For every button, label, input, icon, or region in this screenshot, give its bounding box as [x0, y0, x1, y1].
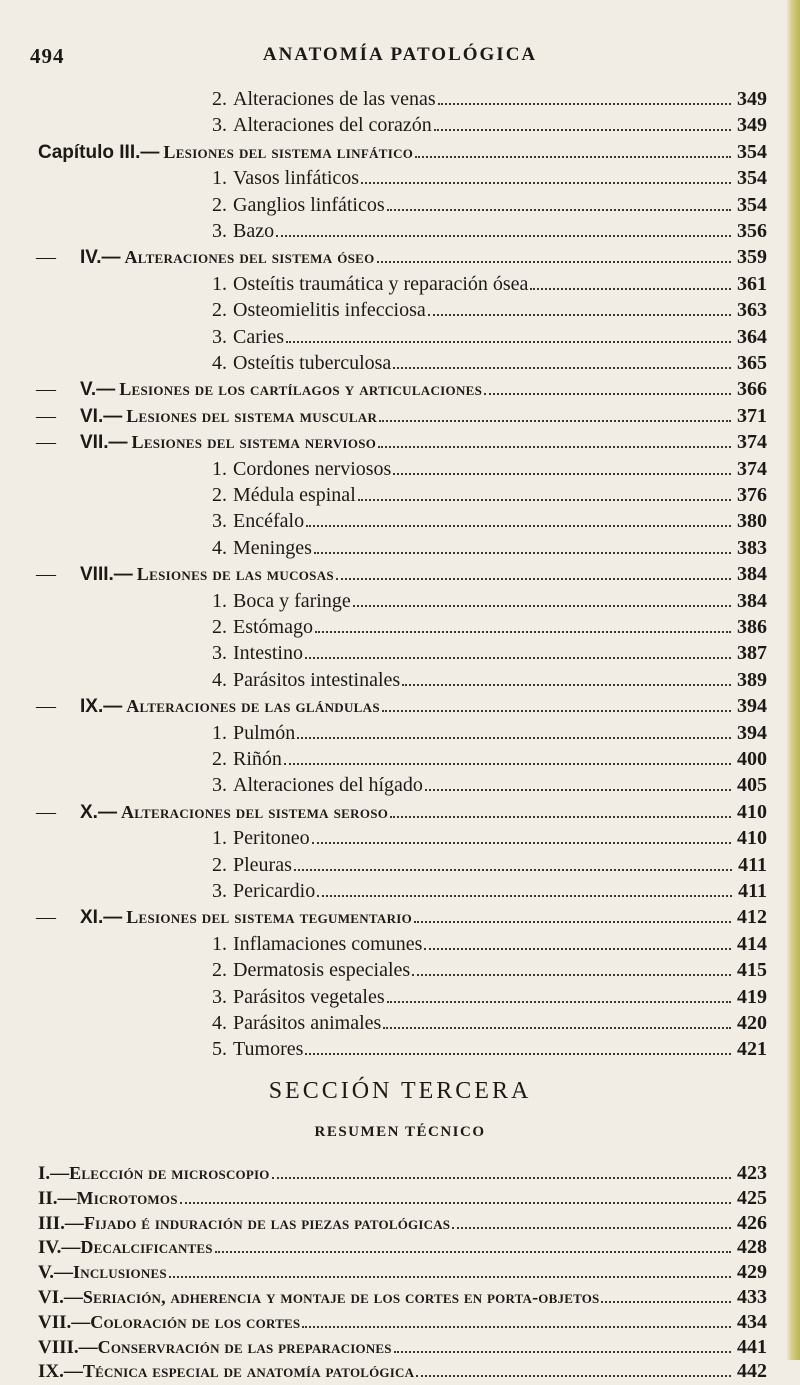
subsection-number: 2. [212, 484, 227, 506]
entry-lead [36, 561, 334, 588]
entry-lead [38, 1284, 599, 1311]
page-reference: 364 [737, 325, 767, 348]
dot-leader [312, 826, 731, 844]
toc-sub-entry [212, 852, 767, 878]
toc-chapter-entry [36, 904, 767, 930]
subsection-title: Osteomielitis infecciosa [233, 299, 426, 322]
dot-leader [393, 457, 731, 475]
dot-leader [416, 1359, 731, 1377]
subsection-title: Caries [233, 325, 285, 348]
toc-sub-entry [212, 218, 767, 244]
page-reference: 414 [737, 932, 767, 955]
dot-leader [438, 87, 731, 105]
entry-lead [212, 772, 423, 798]
subsection-number: 3. [212, 880, 227, 902]
chapter-number: XI.— [80, 907, 123, 929]
dot-leader [387, 193, 731, 211]
page-reference: 405 [737, 774, 767, 797]
toc-sub-entry [212, 350, 767, 376]
page-reference: 366 [737, 378, 767, 401]
subsection-number: 3. [212, 325, 227, 348]
toc-chapter-entry [36, 799, 767, 825]
entry-lead [36, 376, 482, 403]
entry-lead [38, 1160, 270, 1187]
page-reference: 433 [737, 1286, 767, 1308]
subsection-title: Cordones nerviosos [233, 457, 392, 480]
toc-sub-entry [212, 825, 767, 851]
page-number: 494 [30, 44, 65, 68]
dot-leader [294, 853, 732, 871]
page-reference: 374 [737, 431, 767, 454]
entry-lead [212, 297, 426, 323]
page-reference: 354 [737, 167, 767, 190]
summary-entry [38, 1358, 767, 1384]
page-reference: 349 [737, 114, 767, 137]
entry-lead [38, 139, 413, 166]
page-reference: 421 [737, 1038, 767, 1061]
subsection-title: Osteítis tuberculosa [233, 352, 392, 374]
page-reference: 354 [737, 193, 767, 216]
page-reference: 411 [738, 853, 767, 876]
page-reference: 371 [737, 404, 767, 427]
chapter-number: IV.— [80, 247, 121, 269]
page-header [30, 44, 770, 74]
dot-leader [434, 113, 731, 131]
page-reference: 374 [737, 457, 767, 480]
subsection-title: Riñón [233, 748, 282, 770]
subsection-title: Parásitos animales [233, 1012, 382, 1034]
entry-lead [212, 640, 303, 666]
chapter-title: Lesiones de los cartílagos y articulaciones [119, 379, 483, 400]
toc-sub-entry [212, 1010, 767, 1036]
subsection-title: Pleuras [233, 853, 292, 876]
chapter-number: VI.— [80, 405, 123, 427]
entry-dash: — [36, 246, 56, 269]
dot-leader [452, 1211, 731, 1229]
page-reference: 384 [737, 589, 767, 612]
toc-sub-entry [212, 324, 767, 350]
entry-lead [212, 535, 312, 561]
subsection-number: 4. [212, 536, 227, 559]
summary-entry [38, 1334, 767, 1360]
entry-lead [36, 799, 388, 826]
toc-chapter-entry [36, 376, 767, 402]
page-reference: 384 [737, 563, 767, 586]
dot-leader [276, 219, 731, 237]
subsection-title: Alteraciones del hígado [233, 774, 423, 797]
summary-number: III.— [38, 1212, 84, 1234]
summary-entry [38, 1309, 767, 1335]
summary-entry [38, 1210, 767, 1236]
summary-title: Conservración de las preparaciones [97, 1336, 392, 1357]
dot-leader [306, 509, 731, 527]
chapter-title: Lesiones del sistema nervioso [131, 432, 377, 453]
page-reference: 419 [737, 985, 767, 1008]
subsection-number: 3. [212, 642, 227, 665]
subsection-title: Alteraciones del corazón [233, 114, 432, 137]
page-reference: 428 [737, 1236, 767, 1259]
entry-dash: — [36, 800, 56, 823]
entry-lead [212, 957, 410, 983]
toc-sub-entry [212, 297, 767, 323]
entry-dash: — [36, 378, 56, 401]
subsection-number: 2. [212, 299, 227, 322]
toc-sub-entry [212, 535, 767, 561]
entry-dash: — [36, 431, 56, 454]
dot-leader [377, 245, 731, 263]
entry-lead [212, 588, 351, 614]
page-reference: 365 [737, 352, 767, 374]
dot-leader [358, 483, 731, 501]
dot-leader [402, 668, 731, 686]
running-head: ANATOMÍA PATOLÓGICA [262, 44, 538, 65]
dot-leader [305, 641, 731, 659]
page-reference: 387 [737, 642, 767, 665]
page-reference: 412 [737, 906, 767, 929]
page-reference: 359 [737, 246, 767, 269]
entry-dash: — [36, 695, 56, 718]
subsection-title: Parásitos vegetales [233, 985, 385, 1008]
subsection-title: Meninges [233, 536, 312, 559]
subsection-number: 3. [212, 510, 227, 533]
page-reference: 411 [738, 880, 767, 902]
dot-leader [302, 1310, 731, 1328]
subsection-number: 3. [212, 114, 227, 137]
summary-title: Inclusiones [73, 1262, 167, 1283]
dot-leader [314, 536, 731, 554]
toc-sub-entry [212, 456, 767, 482]
chapter-title: Alteraciones del sistema seroso [120, 801, 389, 822]
dot-leader [284, 747, 731, 765]
toc-sub-entry [212, 482, 767, 508]
summary-number: VII.— [38, 1311, 91, 1333]
dot-leader [382, 694, 731, 712]
page-reference: 441 [737, 1335, 767, 1358]
entry-lead [212, 324, 284, 350]
subsection-number: 1. [212, 272, 227, 295]
dot-leader [428, 298, 731, 316]
subsection-title: Inflamaciones comunes [233, 932, 423, 955]
section-title: SECCIÓN TERCERA [268, 1078, 532, 1104]
page-reference: 415 [737, 959, 767, 982]
page-reference: 356 [737, 220, 767, 242]
page-reference: 434 [737, 1310, 767, 1333]
toc-sub-entry [212, 957, 767, 983]
dot-leader [387, 985, 731, 1003]
dot-leader [215, 1235, 731, 1253]
summary-entry [38, 1284, 767, 1310]
entry-lead [38, 1358, 414, 1385]
entry-lead [36, 693, 380, 720]
dot-leader [394, 1335, 731, 1353]
subsection-title: Bazo [233, 220, 275, 242]
subsection-number: 2. [212, 959, 227, 982]
subsection-number: 2. [212, 748, 227, 770]
entry-lead [212, 192, 385, 218]
chapter-title: Lesiones del sistema muscular [126, 405, 378, 426]
summary-title: Elección de microscopio [69, 1163, 270, 1183]
page-reference: 426 [737, 1211, 767, 1234]
subsection-number: 1. [212, 167, 227, 190]
entry-lead [38, 1185, 178, 1212]
page-reference: 394 [737, 695, 767, 718]
subsection-title: Pulmón [233, 721, 296, 744]
page-reference: 380 [737, 510, 767, 533]
toc-sub-entry [212, 165, 767, 191]
toc-chapter-entry [36, 561, 767, 587]
entry-lead [38, 1259, 167, 1286]
summary-number: VIII.— [38, 1336, 98, 1358]
dot-leader [425, 773, 731, 791]
entry-lead [212, 931, 422, 957]
chapter-title: Lesiones de las mucosas [136, 564, 334, 585]
toc-chapter-entry [36, 693, 767, 719]
summary-title: Coloración de los cortes [90, 1311, 301, 1332]
entry-lead [212, 746, 282, 772]
page-reference: 429 [737, 1261, 767, 1284]
toc-sub-entry [212, 667, 767, 693]
chapter-title: Alteraciones del sistema óseo [124, 247, 375, 268]
toc-sub-entry [212, 640, 767, 666]
page-reference: 394 [737, 721, 767, 744]
dot-leader [484, 377, 731, 395]
page-reference: 354 [737, 140, 767, 163]
dot-leader [286, 325, 731, 343]
page-reference: 361 [737, 272, 767, 295]
entry-lead [212, 720, 295, 746]
subsection-number: 1. [212, 589, 227, 612]
toc-sub-entry [212, 984, 767, 1010]
dot-leader [361, 166, 731, 184]
entry-lead [212, 878, 315, 904]
subsection-title: Vasos linfáticos [233, 167, 360, 190]
summary-title: Fijado é induración de las piezas patológicas [83, 1212, 451, 1233]
page-reference: 376 [737, 484, 767, 506]
page-reference: 423 [737, 1162, 767, 1184]
subsection-number: 3. [212, 220, 227, 242]
entry-lead [36, 904, 412, 931]
entry-lead [38, 1309, 300, 1336]
section-subtitle: RESUMEN TÉCNICO [314, 1124, 486, 1140]
toc-sub-entry [212, 746, 767, 772]
summary-number: IV.— [38, 1237, 81, 1259]
entry-lead [212, 456, 391, 482]
page-reference: 410 [737, 800, 767, 823]
entry-lead [212, 218, 274, 244]
toc-sub-entry [212, 772, 767, 798]
subsection-number: 2. [212, 853, 227, 876]
toc-chapter-entry [36, 403, 767, 429]
subsection-number: 1. [212, 721, 227, 744]
summary-title: Seriación, adherencia y montaje de los cortes en porta-objetos [82, 1287, 600, 1307]
summary-number: II.— [38, 1187, 77, 1209]
toc-sub-entry [212, 192, 767, 218]
dot-leader [315, 615, 731, 633]
toc-sub-entry [212, 1036, 767, 1062]
summary-number: IX.— [38, 1361, 83, 1383]
entry-lead [212, 165, 359, 191]
entry-lead [212, 350, 391, 376]
subsection-number: 4. [212, 1012, 227, 1034]
summary-title: Decalcificantes [80, 1237, 213, 1258]
subsection-number: 2. [212, 616, 227, 638]
summary-entry [38, 1160, 767, 1186]
subsection-number: 5. [212, 1038, 227, 1061]
subsection-number: 3. [212, 985, 227, 1008]
chapter-title: Alteraciones de las glándulas [126, 696, 380, 717]
subsection-number: 4. [212, 352, 227, 374]
summary-entry [38, 1234, 767, 1260]
entry-lead [212, 271, 528, 297]
dot-leader [180, 1186, 731, 1204]
toc-sub-entry [212, 720, 767, 746]
chapter-title: Lesiones del sistema linfático [163, 141, 414, 162]
entry-lead [212, 614, 313, 640]
page-reference: 442 [737, 1360, 767, 1383]
page-reference: 389 [737, 668, 767, 691]
summary-number: V.— [38, 1262, 74, 1284]
page-spine-edge [786, 0, 800, 1360]
summary-number: VI.— [38, 1287, 83, 1308]
dot-leader [424, 932, 731, 950]
summary-title: Microtomos [76, 1187, 178, 1208]
chapter-number: IX.— [80, 696, 123, 718]
chapter-number: VII.— [80, 432, 128, 454]
entry-lead [212, 667, 400, 693]
entry-lead [212, 1036, 303, 1062]
subsection-title: Médula espinal [233, 484, 356, 506]
dot-leader [383, 1011, 731, 1029]
entry-lead [212, 508, 304, 534]
subsection-number: 1. [212, 827, 227, 850]
toc-sub-entry [212, 878, 767, 904]
toc-sub-entry [212, 614, 767, 640]
subsection-number: 1. [212, 457, 227, 480]
entry-lead [212, 86, 436, 112]
entry-lead [36, 244, 375, 271]
summary-number: I.— [38, 1163, 70, 1184]
page-reference: 410 [737, 827, 767, 850]
entry-dash: — [36, 563, 56, 586]
page-reference: 400 [737, 748, 767, 770]
page-reference: 349 [737, 88, 767, 110]
subsection-number: 2. [212, 88, 227, 110]
entry-lead [38, 1234, 213, 1261]
entry-lead [212, 482, 356, 508]
page-reference: 386 [737, 616, 767, 638]
subsection-title: Alteraciones de las venas [233, 88, 436, 110]
dot-leader [379, 404, 731, 422]
dot-leader [272, 1161, 731, 1179]
entry-lead [38, 1210, 450, 1237]
toc-sub-entry [212, 112, 767, 138]
toc-sub-entry [212, 931, 767, 957]
toc-sub-entry [212, 86, 767, 112]
entry-lead [36, 429, 376, 456]
dot-leader [353, 589, 731, 607]
dot-leader [415, 140, 731, 158]
summary-entry [38, 1185, 767, 1211]
page-reference: 425 [737, 1186, 767, 1209]
dot-leader [412, 958, 731, 976]
summary-entry [38, 1259, 767, 1285]
dot-leader [169, 1260, 731, 1278]
chapter-number: X.— [80, 801, 117, 823]
dot-leader [530, 272, 731, 290]
toc-chapter-entry [36, 429, 767, 455]
subsection-number: 2. [212, 193, 227, 216]
subsection-title: Osteítis traumática y reparación ósea [233, 272, 529, 295]
subsection-title: Parásitos intestinales [233, 668, 401, 691]
subsection-number: 3. [212, 774, 227, 797]
subsection-number: 1. [212, 932, 227, 955]
page-reference: 420 [737, 1012, 767, 1034]
entry-lead [212, 825, 310, 851]
subsection-number: 4. [212, 668, 227, 691]
chapter-number: V.— [80, 379, 116, 401]
entry-dash: — [36, 906, 56, 929]
subsection-title: Pericardio [233, 880, 316, 902]
chapter-number: Capítulo III.— [38, 141, 160, 163]
dot-leader [297, 721, 731, 739]
subsection-title: Encéfalo [233, 510, 305, 533]
chapter-title: Lesiones del sistema tegumentario [126, 907, 413, 928]
chapter-number: VIII.— [80, 564, 133, 586]
entry-lead [38, 1334, 392, 1361]
dot-leader [378, 430, 731, 448]
entry-dash: — [36, 404, 56, 427]
dot-leader [390, 800, 731, 818]
dot-leader [305, 1037, 731, 1055]
page-reference: 383 [737, 536, 767, 559]
subsection-title: Peritoneo [233, 827, 310, 850]
subsection-title: Boca y faringe [233, 589, 351, 612]
toc-chapter-entry [36, 244, 767, 270]
subsection-title: Dermatosis especiales [233, 959, 411, 982]
dot-leader [336, 562, 731, 580]
toc-sub-entry [212, 588, 767, 614]
dot-leader [317, 879, 732, 897]
page-reference: 363 [737, 299, 767, 322]
toc-chapter-entry [38, 139, 767, 165]
entry-lead [212, 984, 385, 1010]
entry-lead [36, 403, 377, 430]
dot-leader [414, 905, 731, 923]
entry-lead [212, 1010, 381, 1036]
subsection-title: Estómago [233, 616, 313, 638]
toc-sub-entry [212, 271, 767, 297]
entry-lead [212, 852, 292, 878]
toc-sub-entry [212, 508, 767, 534]
subsection-title: Ganglios linfáticos [233, 193, 385, 216]
subsection-title: Tumores [233, 1038, 304, 1061]
dot-leader [601, 1285, 731, 1303]
dot-leader [393, 351, 731, 369]
entry-lead [212, 112, 432, 138]
summary-title: Técnica especial de anatomía patológica [82, 1361, 415, 1382]
subsection-title: Intestino [233, 642, 303, 665]
